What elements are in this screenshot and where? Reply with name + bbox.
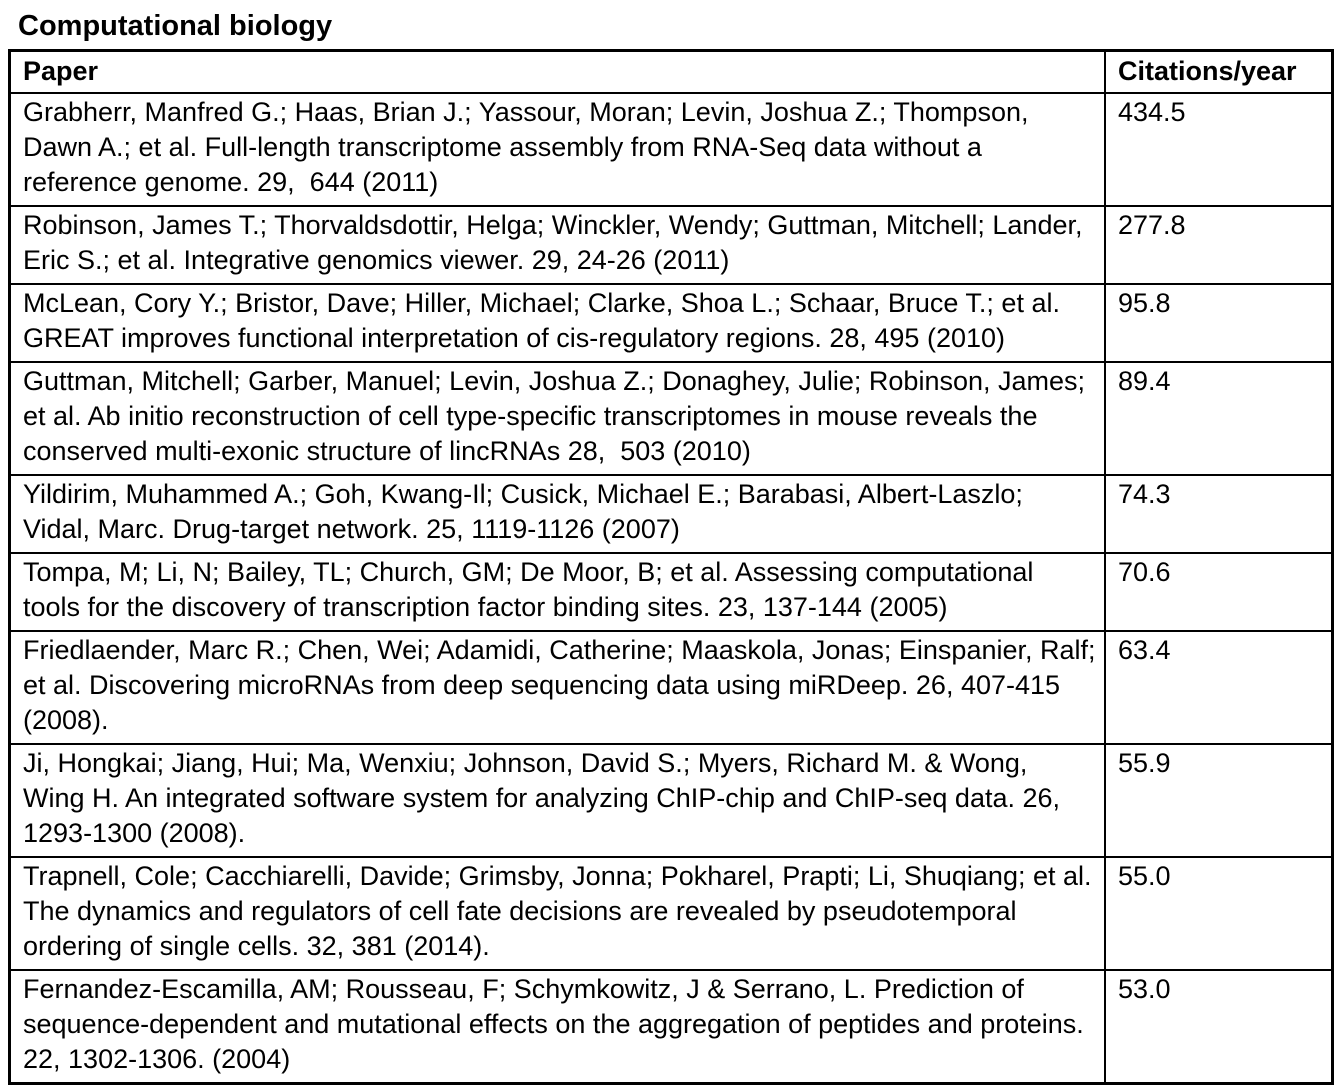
paper-citation-text: Ji, Hongkai; Jiang, Hui; Ma, Wenxiu; Johnson, David S.; Myers, Richard M. & Wong, Wing H. An integrated software system for analyzing ChIP-chip and ChIP-seq data. 26, 1293-1300 (2008). [10, 744, 1106, 857]
table-row [10, 284, 1333, 362]
paper-citation-text: Grabherr, Manfred G.; Haas, Brian J.; Yassour, Moran; Levin, Joshua Z.; Thompson, Dawn A.; et al. Full-length transcriptome assembly from RNA-Seq data without a reference genome. 29, 644 (2011) [10, 93, 1106, 206]
citations-per-year-value: 55.0 [1105, 857, 1333, 970]
table-row [10, 553, 1333, 631]
column-header-citations-per-year: Citations/year [1105, 51, 1333, 94]
citations-per-year-value: 63.4 [1105, 631, 1333, 744]
citations-per-year-value: 95.8 [1105, 284, 1333, 362]
table-row [10, 631, 1333, 744]
citations-per-year-value: 70.6 [1105, 553, 1333, 631]
paper-citation-text: Fernandez-Escamilla, AM; Rousseau, F; Schymkowitz, J & Serrano, L. Prediction of sequence-dependent and mutational effects on the aggregation of peptides and proteins. 22, 1302-1306. (2004) [10, 970, 1106, 1084]
papers-table-head [10, 51, 1333, 94]
table-row [10, 857, 1333, 970]
papers-table-body [10, 93, 1333, 1084]
section-title: Computational biology [18, 10, 333, 42]
table-row [10, 970, 1333, 1084]
paper-citation-text: Trapnell, Cole; Cacchiarelli, Davide; Grimsby, Jonna; Pokharel, Prapti; Li, Shuqiang; et al. The dynamics and regulators of cell fate decisions are revealed by pseudotemporal ordering of single cells. 32, 381 (2014). [10, 857, 1106, 970]
paper-citation-text: Tompa, M; Li, N; Bailey, TL; Church, GM; De Moor, B; et al. Assessing computational tools for the discovery of transcription factor binding sites. 23, 137-144 (2005) [10, 553, 1106, 631]
table-row [10, 475, 1333, 553]
header-row [10, 51, 1333, 94]
table-row [10, 93, 1333, 206]
table-row [10, 362, 1333, 475]
citations-per-year-value: 434.5 [1105, 93, 1333, 206]
column-header-paper: Paper [10, 51, 1106, 94]
paper-citation-text: Robinson, James T.; Thorvaldsdottir, Helga; Winckler, Wendy; Guttman, Mitchell; Lander, Eric S.; et al. Integrative genomics viewer. 29, 24-26 (2011) [10, 206, 1106, 284]
paper-citation-text: Guttman, Mitchell; Garber, Manuel; Levin, Joshua Z.; Donaghey, Julie; Robinson, James; et al. Ab initio reconstruction of cell type-specific transcriptomes in mouse reveals the conserved multi-exonic structure of lincRNAs 28, 503 (2010) [10, 362, 1106, 475]
citations-per-year-value: 55.9 [1105, 744, 1333, 857]
citations-per-year-value: 53.0 [1105, 970, 1333, 1084]
paper-citation-text: Yildirim, Muhammed A.; Goh, Kwang-Il; Cusick, Michael E.; Barabasi, Albert-Laszlo; Vidal, Marc. Drug-target network. 25, 1119-1126 (2007) [10, 475, 1106, 553]
paper-citation-text: Friedlaender, Marc R.; Chen, Wei; Adamidi, Catherine; Maaskola, Jonas; Einspanier, Ralf; et al. Discovering microRNAs from deep sequencing data using miRDeep. 26, 407-415 (2008). [10, 631, 1106, 744]
table-row [10, 206, 1333, 284]
citations-per-year-value: 89.4 [1105, 362, 1333, 475]
citations-per-year-value: 277.8 [1105, 206, 1333, 284]
papers-table [8, 49, 1334, 1085]
citations-per-year-value: 74.3 [1105, 475, 1333, 553]
paper-citation-text: McLean, Cory Y.; Bristor, Dave; Hiller, Michael; Clarke, Shoa L.; Schaar, Bruce T.; et al. GREAT improves functional interpretation of cis-regulatory regions. 28, 495 (2010) [10, 284, 1106, 362]
table-row [10, 744, 1333, 857]
